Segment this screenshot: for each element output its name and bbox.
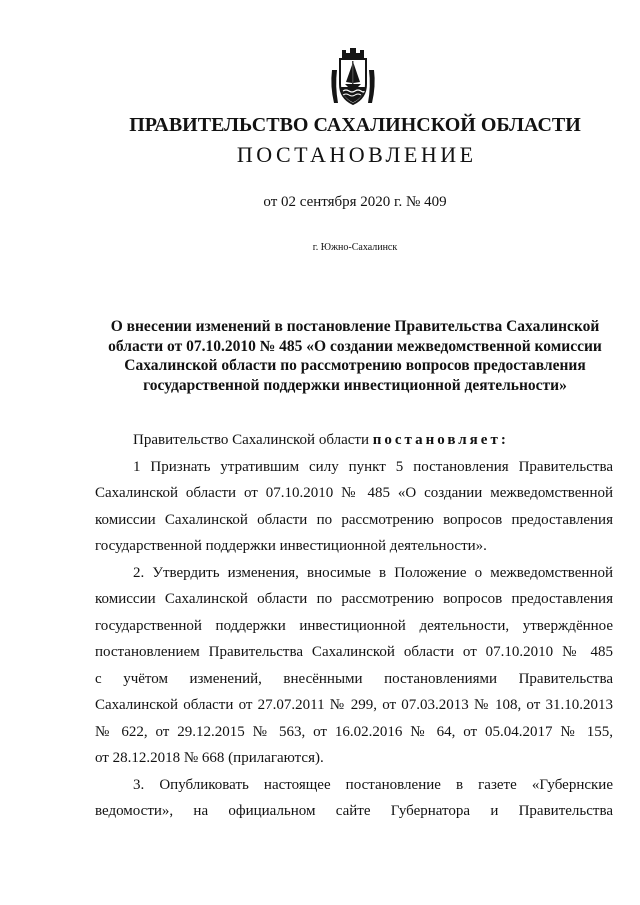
paragraph-line: Сахалинской области от 27.07.2011 № 299, от 07.03.2013 № 108, от 31.10.2013: [95, 697, 613, 713]
document-type: ПОСТАНОВЛЕНИЕ: [236, 142, 477, 167]
title-line: области от 07.10.2010 № 485 «О создании межведомственной комиссии: [108, 337, 602, 355]
paragraph-line: комиссии Сахалинской области по рассмотрению вопросов предоставления: [95, 591, 613, 607]
document-date-number: от 02 сентября 2020 г. № 409: [263, 194, 447, 210]
coat-of-arms-icon: [329, 46, 377, 106]
title-line: Сахалинской области по рассмотрению вопросов предоставления: [124, 357, 586, 374]
paragraph-line: государственной поддержки инвестиционной деятельности».: [95, 538, 487, 554]
preamble-line: [95, 427, 613, 454]
paragraph-line: комиссии Сахалинской области по рассмотрению вопросов предоставления: [95, 511, 613, 528]
paragraph-line: Сахалинской области от 07.10.2010 № 485 «О создании межведомственной: [95, 485, 613, 501]
paragraph-line: от 28.12.2018 № 668 (прилагаются).: [95, 750, 324, 766]
paragraph-line: с учётом изменений, внесёнными постановлениями Правительства: [95, 670, 613, 687]
paragraph-line: постановлением Правительства Сахалинской области от 07.10.2010 № 485: [95, 644, 613, 660]
paragraph-line: государственной поддержки инвестиционной деятельности, утверждённое: [95, 617, 613, 634]
preamble: [95, 427, 613, 454]
paragraph-2: [95, 560, 613, 772]
paragraph-line: № 622, от 29.12.2015 № 563, от 16.02.2016 № 64, от 05.04.2017 № 155,: [95, 723, 613, 740]
document-city: г. Южно-Сахалинск: [312, 242, 398, 253]
paragraph-3: [95, 772, 613, 825]
paragraph-line: ведомости», на официальном сайте Губернатора и Правительства: [95, 803, 613, 819]
preamble-subject: Правительство Сахалинской области: [133, 432, 369, 448]
document-title: [85, 317, 625, 395]
title-line: О внесении изменений в постановление Правительства Сахалинской: [110, 318, 600, 335]
title-line: государственной поддержки инвестиционной деятельности»: [143, 376, 567, 394]
paragraph-1: [95, 454, 613, 560]
document-body: [95, 427, 613, 825]
paragraph-line: 3. Опубликовать настоящее постановление в газете «Губернские: [133, 776, 613, 793]
organization-name: ПРАВИТЕЛЬСТВО САХАЛИНСКОЙ ОБЛАСТИ: [129, 114, 581, 136]
paragraph-line: 2. Утвердить изменения, вносимые в Положение о межведомственной: [133, 564, 613, 581]
paragraph-line: 1 Признать утратившим силу пункт 5 постановления Правительства: [133, 458, 613, 475]
preamble-verb: постановляет:: [372, 432, 509, 448]
